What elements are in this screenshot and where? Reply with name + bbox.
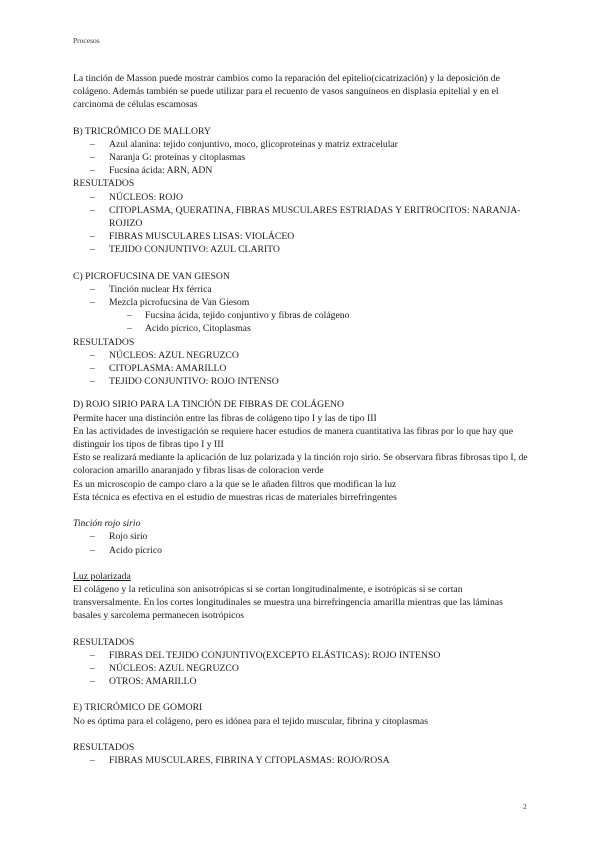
section-e-results <box>73 754 531 767</box>
section-d-results <box>73 649 531 689</box>
results-label: RESULTADOS <box>73 336 135 348</box>
section-d-paragraph: Es un microscopio de campo claro a la que se le añaden filtros que modifican la luz <box>73 478 397 490</box>
polarized-light-subtitle: Luz polarizada <box>73 570 131 582</box>
section-d-paragraph: Esto se realizará mediante la aplicación de luz polarizada y la tinción rojo sirio. Se observara fibras fibrosas tipo I, de coloracion amarillo anaranjado y fibras lisas de coloracion verde <box>73 452 528 477</box>
stain-subtitle: Tinción rojo sirio <box>73 518 141 530</box>
results-label: RESULTADOS <box>73 636 135 648</box>
section-d-paragraph: Esta técnica es efectiva en el estudio de muestras ricas de materiales birrefringentes <box>73 491 397 503</box>
list-item: – Rojo sirio <box>73 530 531 543</box>
sub-list-item: – Fucsina ácida, tejido conjuntivo y fibras de colágeno <box>73 309 531 322</box>
section-d-heading: D) ROJO SIRIO PARA LA TINCIÓN DE FIBRAS DE COLÁGENO <box>73 399 345 411</box>
result-item: – NÚCLEOS: AZUL NEGRUZCO <box>73 349 531 362</box>
section-c-heading: C) PICROFUCSINA DE VAN GIESON <box>73 270 230 282</box>
section-c-list <box>73 283 531 336</box>
document-body <box>73 72 531 767</box>
section-b-results <box>73 191 531 257</box>
section-e-heading: E) TRICRÓMICO DE GOMORI <box>73 702 203 714</box>
intro-paragraph: La tinción de Masson puede mostrar cambios como la reparación del epitelio(cicatrización) y la deposición de colágeno. Además también se puede utilizar para el recuento de vasos sanguíneos en displasia epitelial y en el carcinoma de células escamosas <box>73 73 500 111</box>
section-e-paragraph: No es óptima para el colágeno, pero es idónea para el tejido muscular, fibrina y citoplasmas <box>73 715 428 727</box>
result-item: – NÚCLEOS: ROJO <box>73 191 531 204</box>
results-label: RESULTADOS <box>73 741 135 753</box>
result-item: – FIBRAS MUSCULARES, FIBRINA Y CITOPLASMAS: ROJO/ROSA <box>73 754 531 767</box>
page-number: 2 <box>523 802 527 811</box>
result-item: – TEJIDO CONJUNTIVO: ROJO INTENSO <box>73 375 531 388</box>
section-b-list <box>73 138 531 178</box>
page-header: Procesos <box>73 36 100 45</box>
section-d-paragraph: En las actividades de investigación se requiere hacer estudios de manera cuantitativa las fibras por lo que hay que distinguir los tipos de fibras tipo I y III <box>73 425 514 451</box>
result-item: – NÚCLEOS: AZUL NEGRUZCO <box>73 662 531 675</box>
result-item: – CITOPLASMA: AMARILLO <box>73 362 531 375</box>
section-b-heading: B) TRICRÓMICO DE MALLORY <box>73 125 211 137</box>
list-item: – Mezcla picrofucsina de Van Giesom <box>73 296 531 309</box>
stain-list <box>73 530 531 556</box>
result-item: – TEJIDO CONJUNTIVO: AZUL CLARITO <box>73 243 531 256</box>
sub-list-item: – Acido pícrico, Citoplasmas <box>73 322 531 335</box>
polarized-light-paragraph: El colágeno y la reticulina son anisotrópicas si se cortan longitudinalmente, e isotrópicas si se cortan transversalmente. En los cortes longitudinales se muestra una birrefringencia amarilla mientras que las láminas basales y sarcolema permanecen isotrópicos <box>73 583 503 622</box>
result-item: – OTROS: AMARILLO <box>73 675 531 688</box>
section-d-paragraph: Permite hacer una distinción entre las fibras de colágeno tipo I y las de tipo III <box>73 412 377 424</box>
result-item: – FIBRAS MUSCULARES LISAS: VIOLÁCEO <box>73 230 531 243</box>
result-item: – CITOPLASMA, QUERATINA, FIBRAS MUSCULARES ESTRIADAS Y ERITROCITOS: NARANJA-ROJIZO <box>73 204 531 230</box>
section-c-results <box>73 349 531 389</box>
list-item: – Naranja G: proteínas y citoplasmas <box>73 151 531 164</box>
results-label: RESULTADOS <box>73 178 135 190</box>
list-item: – Acido pícrico <box>73 544 531 557</box>
list-item: – Tinción nuclear Hx férrica <box>73 283 531 296</box>
result-item: – FIBRAS DEL TEJIDO CONJUNTIVO(EXCEPTO ELÁSTICAS): ROJO INTENSO <box>73 649 531 662</box>
list-item: – Fucsina ácida: ARN, ADN <box>73 164 531 177</box>
list-item: – Azul alanina: tejido conjuntivo, moco, glicoproteínas y matriz extracelular <box>73 138 531 151</box>
